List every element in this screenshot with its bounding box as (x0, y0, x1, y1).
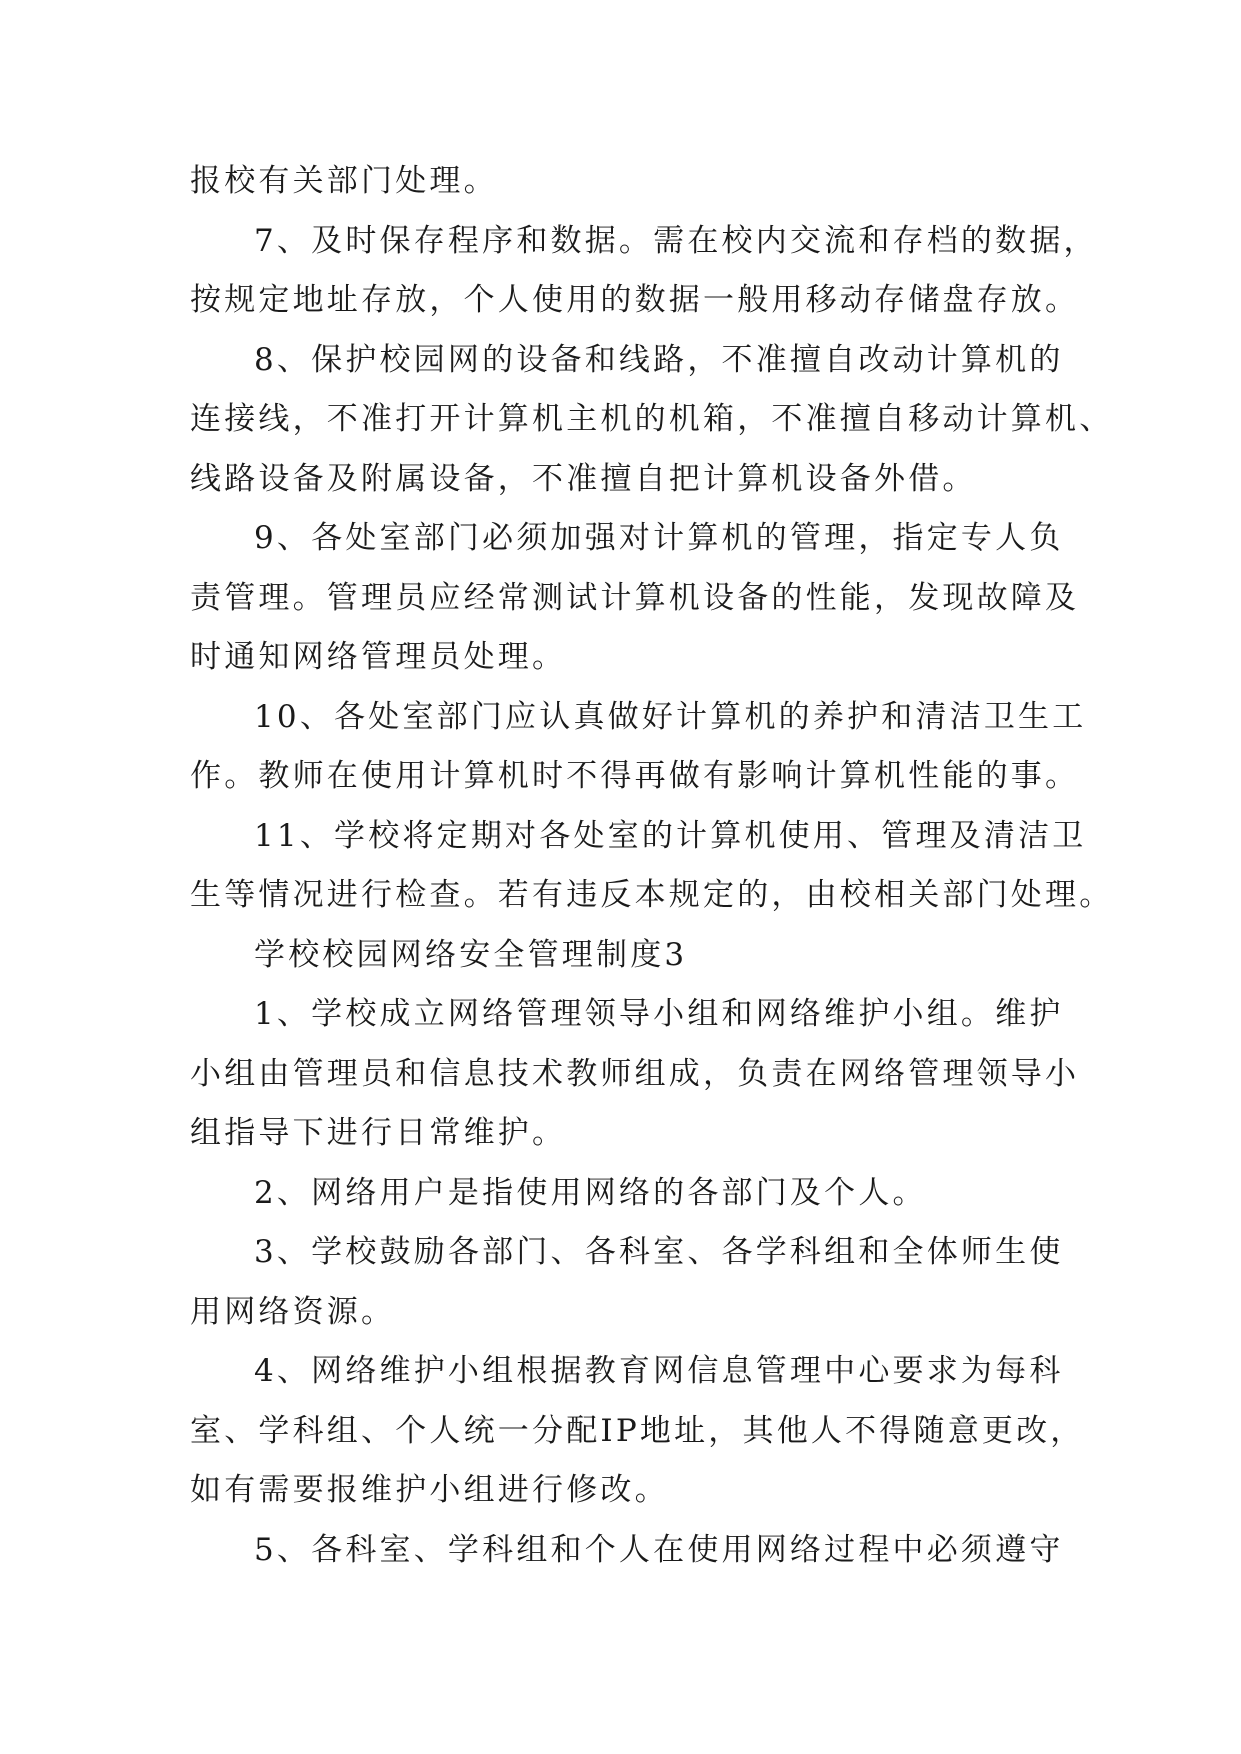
text-line: 5、各科室、学科组和个人在使用网络过程中必须遵守 (254, 1531, 1064, 1568)
text-line: 责管理。管理员应经常测试计算机设备的性能，发现故障及 (190, 579, 1080, 616)
text-line: 如有需要报维护小组进行修改。 (190, 1472, 669, 1508)
text-line: 8、保护校园网的设备和线路，不准擅自改动计算机的 (254, 341, 1064, 378)
text-line: 连接线，不准打开计算机主机的机箱，不准擅自移动计算机、 (190, 401, 1114, 437)
text-line: 用网络资源。 (190, 1293, 396, 1330)
text-line: 生等情况进行检查。若有违反本规定的，由校相关部门处理。 (190, 877, 1114, 913)
text-line: 学校校园网络安全管理制度3 (254, 936, 688, 973)
text-line: 3、学校鼓励各部门、各科室、各学科组和全体师生使 (254, 1234, 1064, 1270)
text-line: 7、及时保存程序和数据。需在校内交流和存档的数据， (254, 222, 1098, 259)
text-line: 报校有关部门处理。 (190, 163, 498, 199)
text-line: 作。教师在使用计算机时不得再做有影响计算机性能的事。 (190, 758, 1080, 794)
document-body (190, 152, 1114, 1580)
text-line: 按规定地址存放，个人使用的数据一般用移动存储盘存放。 (190, 282, 1080, 318)
text-line: 11、学校将定期对各处室的计算机使用、管理及清洁卫 (254, 817, 1087, 854)
text-line: 线路设备及附属设备，不准擅自把计算机设备外借。 (190, 460, 977, 497)
text-line: 时通知网络管理员处理。 (190, 639, 567, 675)
text-line: 4、网络维护小组根据教育网信息管理中心要求为每科 (254, 1353, 1064, 1389)
text-line: 小组由管理员和信息技术教师组成，负责在网络管理领导小 (190, 1055, 1080, 1092)
text-line: 2、网络用户是指使用网络的各部门及个人。 (254, 1174, 927, 1211)
text-line: 9、各处室部门必须加强对计算机的管理，指定专人负 (254, 520, 1064, 556)
text-line: 1、学校成立网络管理领导小组和网络维护小组。维护 (254, 996, 1064, 1032)
text-line: 10、各处室部门应认真做好计算机的养护和清洁卫生工 (254, 698, 1087, 735)
text-line: 室、学科组、个人统一分配IP地址，其他人不得随意更改， (190, 1412, 1085, 1449)
text-line: 组指导下进行日常维护。 (190, 1115, 567, 1151)
